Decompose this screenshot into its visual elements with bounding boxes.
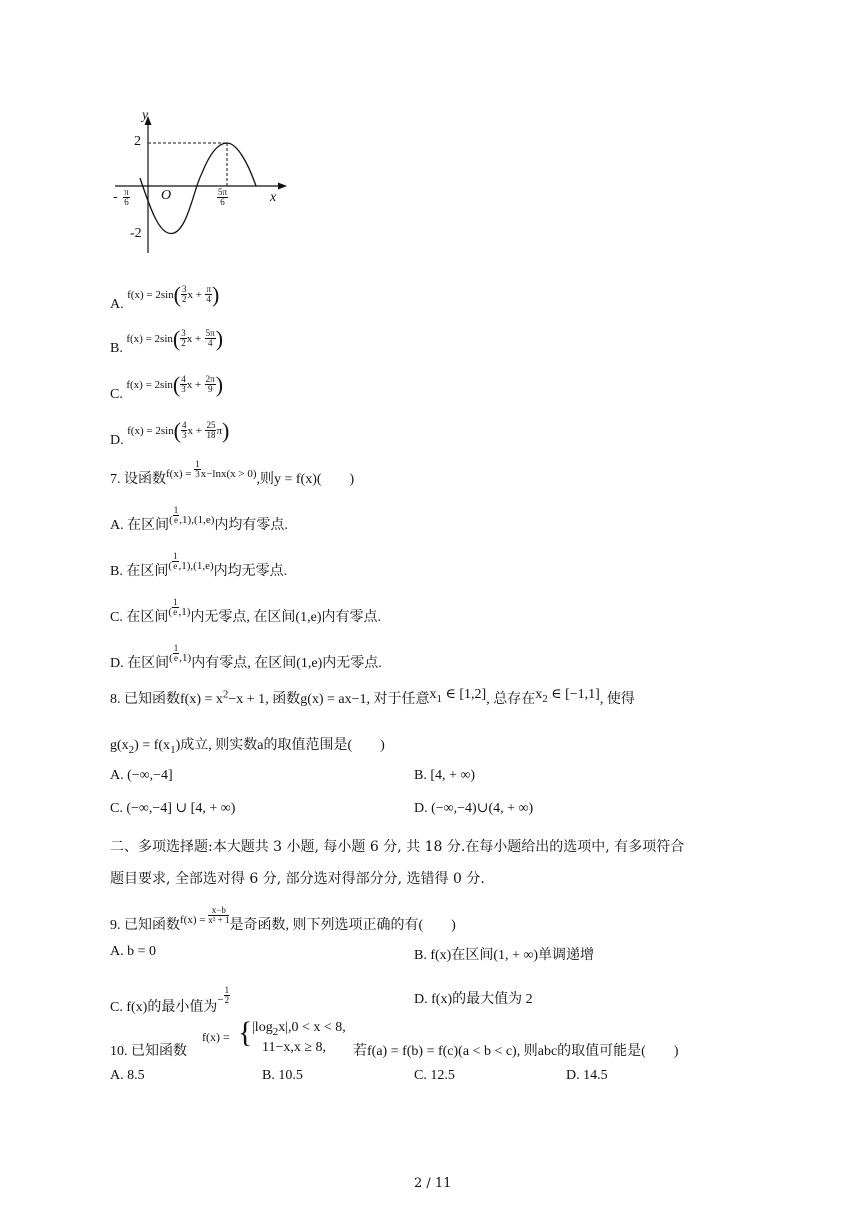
q9-option-a: A. b = 0 <box>110 944 157 959</box>
q6-option-b: B. $^{f(x) = 2sin}$( $\frac{3}{2}$ $^{x +}$ $\frac{5\pi}{4}$ ) <box>110 326 224 356</box>
page-number: 2 / 11 <box>414 1176 452 1191</box>
q8-stem-line1: 8. 已知函数$f(x) = x^2-x + 1$, 函数g(x) = ax−1, 对于任意$x_1$ ∈ [1,2], 总存在$x_2$ ∈ [−1,1], 使得 <box>110 687 635 707</box>
q7-stem: 7. 设函数$^{f(x) =}$ $\frac{1}{3}$ $^{x-lnx(x > 0)}$,则y = f(x)( ) <box>110 459 355 487</box>
q7-option-d: D. 在区间( $\frac{1}{e}$ $^{,1)}$内有零点, 在区间(1,e)内无零点. <box>110 643 382 671</box>
q8-option-b: B. [4, + ∞) <box>414 768 476 783</box>
graph-y-min-label: -2 <box>130 226 142 241</box>
q10-f-label: f(x) = <box>202 1030 230 1044</box>
graph-origin-label: O <box>161 188 172 203</box>
graph-x-right-label: $\frac{5\pi}{6}$ <box>218 187 228 207</box>
graph-y-max-label: 2 <box>134 134 141 149</box>
q10-option-c: C. 12.5 <box>414 1068 455 1083</box>
graph-x-left-label: - $\frac{\pi}{6}$ <box>113 187 129 207</box>
q8-stem-line2: $g(x_2) = f(x_1)$成立, 则实数a的取值范围是( ) <box>110 738 385 756</box>
q10-option-d: D. 14.5 <box>566 1068 608 1083</box>
q10-case1: $|\log_2x|,0 < x < 8$, <box>252 1020 346 1038</box>
q7-option-a: A. 在区间( $\frac{1}{e}$ $^{,1),(1,e)}$内均有零点. <box>110 505 288 533</box>
q10-option-b: B. 10.5 <box>262 1068 303 1083</box>
q10-stem: 10. 已知函数 <box>110 1044 187 1059</box>
graph-y-label: y <box>142 108 149 123</box>
graph-x-label: x <box>270 190 277 205</box>
q9-stem: 9. 已知函数$^{f(x) =}$ $\frac{x-b}{\text{x² + 1}}$ 是奇函数, 则下列选项正确的有( ) <box>110 905 456 933</box>
q6-option-c: C. $^{f(x) = 2sin}$( $\frac{4}{3}$ $^{x +}$ $\frac{2\pi}{9}$ ) <box>110 372 224 402</box>
sine-curve <box>140 143 256 234</box>
q10-case2: 11−x,x ≥ 8, <box>262 1040 327 1055</box>
q8-option-a: A. (−∞,−4] <box>110 768 173 783</box>
q6-option-d: D. $^{f(x) = 2sin}$( $\frac{4}{3}$ $^{x +}$ $\frac{25}{18}$ $^\pi$) <box>110 418 230 448</box>
q9-option-b: B. f(x)在区间(1, + ∞)单调递增 <box>414 948 595 963</box>
q9-option-c: C. f(x)的最小值为− $\frac{1}{2}$ <box>110 985 230 1015</box>
q10-condition: 若f(a) = f(b) = f(c)(a < b < c), 则abc的取值可能是( ) <box>353 1044 679 1059</box>
q6-option-a: A. $^{f(x) = 2sin}$( $\frac{3}{2}$ $^{x +}$ $\frac{\pi}{4}$ ) <box>110 282 220 312</box>
section2-line1: 二、多项选择题:本大题共 3 小题, 每小题 6 分, 共 18 分.在每小题给出的选项中, 有多项符合 <box>110 839 685 855</box>
q8-option-d: D. (−∞,−4)∪(4, + ∞) <box>414 801 534 816</box>
q7-option-b: B. 在区间( $\frac{1}{e}$ $^{,1),(1,e)}$内均无零点. <box>110 551 288 579</box>
q10-option-a: A. 8.5 <box>110 1068 145 1083</box>
q10-brace: { <box>238 1016 253 1049</box>
section2-line2: 题目要求, 全部选对得 6 分, 部分选对得部分分, 选错得 0 分. <box>110 871 485 887</box>
q9-option-d: D. f(x)的最大值为 2 <box>414 992 533 1007</box>
q7-option-c: C. 在区间( $\frac{1}{e}$ $^{,1)}$内无零点, 在区间(1,e)内有零点. <box>110 597 381 625</box>
q8-option-c: C. (−∞,−4] ∪ [4, + ∞) <box>110 801 236 816</box>
